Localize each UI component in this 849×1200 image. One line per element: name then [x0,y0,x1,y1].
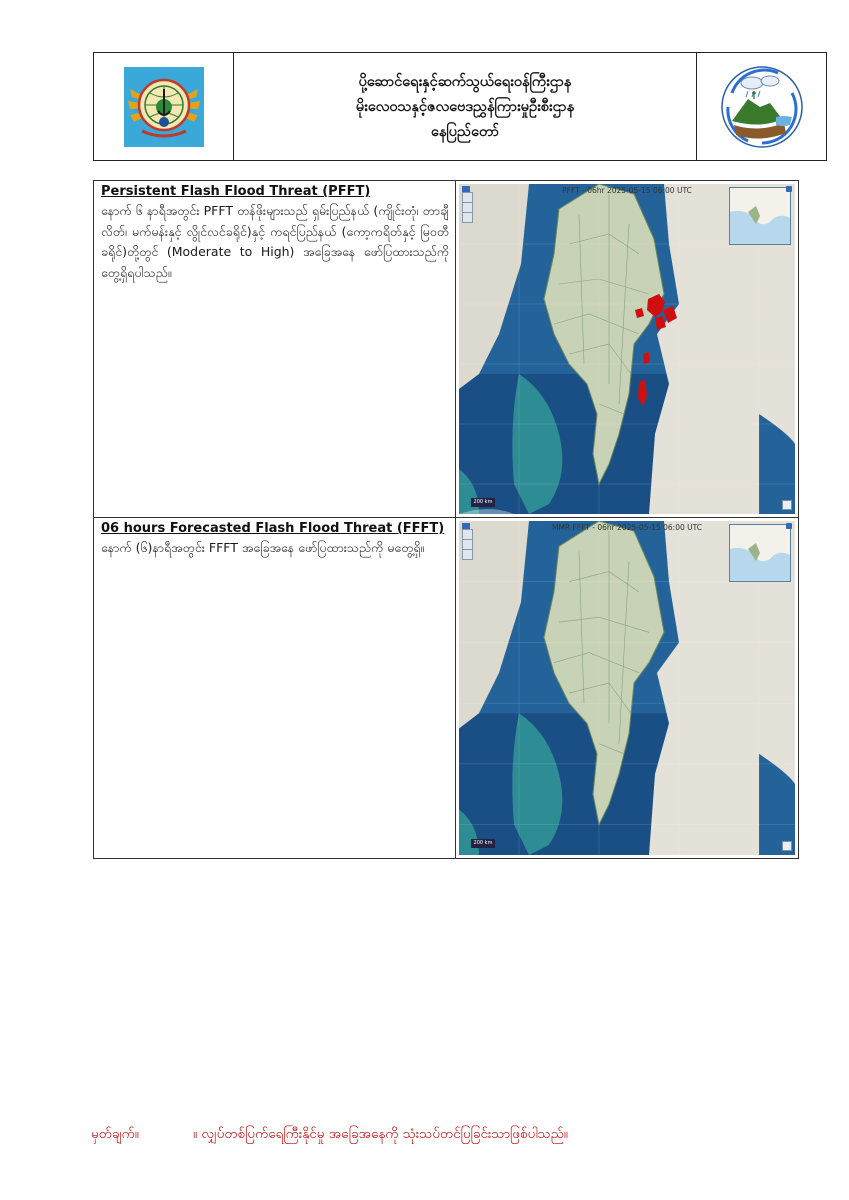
map-cell [456,518,798,858]
zoom-level-button[interactable] [463,540,472,550]
text-cell [94,518,456,858]
ffft-map[interactable] [459,521,795,855]
footer-note [91,1125,568,1145]
right-logo-cell [697,53,826,160]
scale-bar: 200 km [471,498,495,507]
left-logo-cell [94,53,234,160]
map-title: MMR FFFT - 06hr 2025-05-15 06:00 UTC [551,523,702,532]
scale-bar: 200 km [471,839,495,848]
location-name: နေပြည်တော် [430,123,500,140]
department-name: မိုးလေဝသနှင့်ဇလဗေဒညွှန်ကြားမှုဦးစီးဌာန [355,98,575,115]
zoom-controls[interactable] [462,192,473,223]
section-body: နောက် (၆)နာရီအတွင်း FFFT အခြေအနေ ဖော်ပြထားသည်ကို မတွေ့ရှိ။ [101,540,425,555]
fullscreen-button[interactable] [782,841,792,851]
text-cell [94,181,456,517]
footer-label: မှတ်ချက်။ [91,1126,139,1142]
inset-toggle-button[interactable] [786,523,792,529]
zoom-controls[interactable] [462,529,473,560]
letterhead [93,52,827,161]
map-title: PFFT - 06hr 2025-05-15 06:00 UTC [562,186,692,195]
zoom-level-button[interactable] [463,203,472,213]
overview-inset-map[interactable] [729,187,791,245]
zoom-out-button[interactable] [463,213,472,222]
inset-toggle-button[interactable] [786,186,792,192]
section-body: နောက် ၆ နာရီအတွင်း PFFT တန်ဖိုးများသည် ရှမ်းပြည်နယ် (ကျိုင်းတုံ၊ တာချီလိတ်၊ မက်မန်းနှင့် လွိုင်လင်ခရိုင်)နှင့် ကရင်ပြည်နယ် (ကော့ကရိတ်နှင့် မြဝတီခရိုင်)တို့တွင် (Moderate to High) အခြေအနေ ဖော်ပြထားသည်ကို တွေ့ရှိရပါသည်။ [101,203,449,280]
section-title: 06 hours Forecasted Flash Flood Threat (FFFT) [101,521,445,536]
threat-areas [635,294,677,406]
table-row-ffft [94,518,798,858]
pfft-map[interactable] [459,184,795,514]
section-title: Persistent Flash Flood Threat (PFFT) [101,184,371,199]
ministry-name: ပို့ဆောင်ရေးနှင့်ဆက်သွယ်ရေးဝန်ကြီးဌာန [358,73,572,90]
flash-flood-table [93,180,799,859]
map-cell [456,181,798,517]
footer-text: ။ လျှပ်တစ်ပြက်ရေကြီးနိုင်မှု အခြေအနေကို သုံးသပ်တင်ပြခြင်းသာဖြစ်ပါသည်။ [193,1126,568,1142]
table-row-pfft [94,181,798,518]
hydrological-cycle-logo [718,63,806,151]
zoom-out-button[interactable] [463,550,472,559]
letterhead-title [234,53,697,160]
overview-inset-map[interactable] [729,524,791,582]
fullscreen-button[interactable] [782,500,792,510]
ministry-seal-logo [124,67,204,147]
